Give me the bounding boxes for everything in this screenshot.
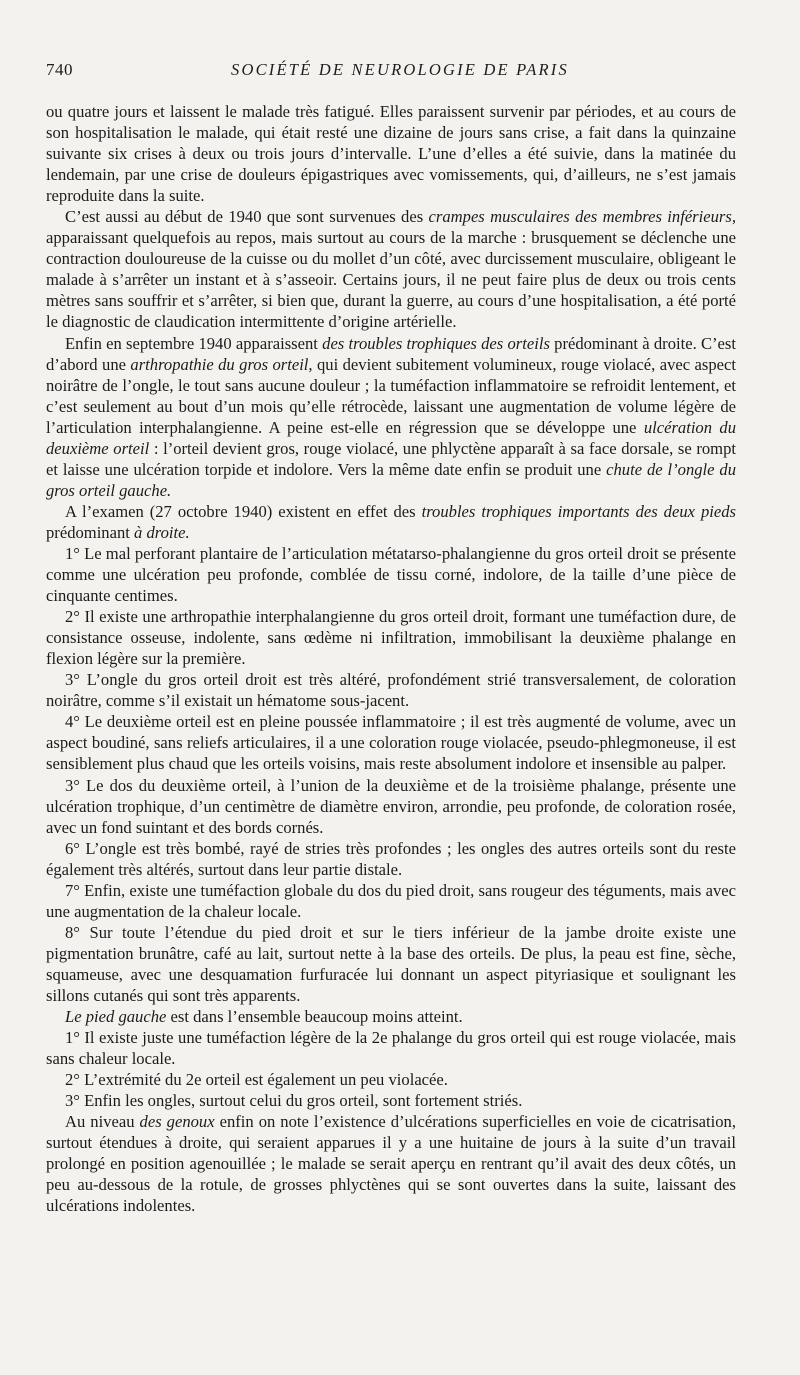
running-title: SOCIÉTÉ DE NEUROLOGIE DE PARIS xyxy=(231,60,569,79)
page-header xyxy=(46,60,754,84)
paragraph-troubles-trophiques: Enfin en septembre 1940 apparaissent des troubles trophiques des orteils prédominant à droite. C’est d’abord une arthropathie du gros orteil, qui devient subitement volumineux, rouge violacé, avec aspect noirâtre de l’ongle, le tout sans aucune douleur ; la tuméfaction inflammatoire se refroidit lentement, et c’est seulement au bout d’un mois qu’elle rétrocède, laissant une augmentation de volume légère de l’articulation interphalangienne. A peine est-elle en régression que se développe une ulcération du deuxième orteil : l’orteil devient gros, rouge violacé, une phlyctène apparaît à sa face dorsale, se rompt et laisse une ulcération torpide et indolore. Vers la même date enfin se produit une chute de l’ongle du gros orteil gauche. xyxy=(46,333,737,500)
emphasis: crampes musculaires des membres inférieurs, xyxy=(428,207,736,227)
paragraph-pied-gauche: Le pied gauche est dans l’ensemble beaucoup moins atteint. xyxy=(65,1007,463,1027)
emphasis: des troubles trophiques des orteils xyxy=(322,333,550,353)
emphasis: chute de l’ongle du gros orteil gauche. xyxy=(46,459,736,500)
emphasis: Le pied gauche xyxy=(65,1007,167,1027)
emphasis: arthropathie du gros orteil, xyxy=(130,354,313,374)
paragraph-crampes: C’est aussi au début de 1940 que sont survenues des crampes musculaires des membres inférieurs, apparaissant quelquefois au repos, mais surtout au cours de la marche : brusquement se déclenche une contraction douloureuse de la cuisse ou du mollet d’un côté, avec durcissement musculaire, obligeant le malade à s’arrêter un instant et à s’asseoir. Certains jours, il ne peut faire plus de deux ou trois cents mètres sans souffrir et s’arrêter, si bien que, durant la guerre, au cours d’une hospitalisation, a été porté le diagnostic de claudication intermittente d’origine artérielle. xyxy=(46,207,736,332)
paragraph-item-5: 3° Le dos du deuxième orteil, à l’union de la deuxième et de la troisième phalange, présente une ulcération trophique, d’un centimètre de diamètre environ, arrondie, peu profonde, de coloration rosée, avec un fond suintant et des bords cornés. xyxy=(46,775,736,837)
paragraph-item-4: 4° Le deuxième orteil est en pleine poussée inflammatoire ; il est très augmenté de volume, avec un aspect boudiné, sans reliefs articulaires, il a une coloration rouge violacée, pseudo-phlegmoneuse, il est sensiblement plus chaud que les orteils voisins, mais reste absolument indolore et insensible au palper. xyxy=(46,712,736,774)
paragraph-item-7: 7° Enfin, existe une tuméfaction globale du dos du pied droit, sans rougeur des téguments, mais avec une augmentation de la chaleur locale. xyxy=(46,880,736,921)
paragraph-genoux: Au niveau des genoux enfin on note l’existence d’ulcérations superficielles en voie de cicatrisation, surtout étendues à droite, qui seraient apparues il y a une huitaine de jours à la suite d’un travail prolongé en position agenouillée ; le malade se serait aperçu en rentrant qu’il avait des deux côtés, un peu au-dessous de la rotule, de grosses phlyctènes qui se sont ouvertes dans la suite, laissant des ulcérations indolentes. xyxy=(46,1112,736,1216)
paragraph-item-2: 2° Il existe une arthropathie interphalangienne du gros orteil droit, formant une tuméfaction dure, de consistance osseuse, indolente, sans œdème ni infiltration, immobilisant la deuxième phalange en flexion légère sur la première. xyxy=(46,607,736,669)
paragraph-item-3: 3° L’ongle du gros orteil droit est très altéré, profondément strié transversalement, de coloration noirâtre, comme s’il existait un hématome sous-jacent. xyxy=(46,670,736,711)
paragraph-item-6: 6° L’ongle est très bombé, rayé de stries très profondes ; les ongles des autres orteils sont du reste également très altérés, surtout dans leur partie distale. xyxy=(46,838,736,879)
paragraph-left-item-1: 1° Il existe juste une tuméfaction légère de la 2e phalange du gros orteil qui est rouge violacée, mais sans chaleur locale. xyxy=(46,1028,736,1069)
paragraph-item-1: 1° Le mal perforant plantaire de l’articulation métatarso-phalangienne du gros orteil droit se présente comme une ulcération peu profonde, comblée de tissu corné, indolore, de la taille d’une pièce de cinquante centimes. xyxy=(46,543,736,606)
paragraph-continuation: ou quatre jours et laissent le malade très fatigué. Elles paraissent survenir par périodes, et au cours de son hospitalisation le malade, qui était resté une dizaine de jours sans crise, a fait dans la quinzaine suivante six crises à deux ou trois jours d’intervalle. L’une d’elles a été suivie, dans la matinée du lendemain, par une crise de douleurs épigastriques avec vomissements, qui, d’ailleurs, ne s’est jamais reproduite dans la suite. xyxy=(46,102,736,206)
page-number: 740 xyxy=(46,60,73,79)
emphasis: des genoux xyxy=(139,1112,215,1132)
emphasis: à droite. xyxy=(134,522,190,542)
paragraph-item-8: 8° Sur toute l’étendue du pied droit et sur le tiers inférieur de la jambe droite existe une pigmentation brunâtre, café au lait, surtout nette à la base des orteils. De plus, la peau est fine, sèche, squameuse, avec une desquamation furfuracée lui donnant un aspect pityriasique et soulignant les sillons cutanés qui sont très apparents. xyxy=(46,922,736,1005)
paragraph-left-item-3: 3° Enfin les ongles, surtout celui du gros orteil, sont fortement striés. xyxy=(65,1091,523,1111)
page-body xyxy=(46,101,736,1216)
emphasis: ulcération du deuxième orteil xyxy=(46,417,737,458)
emphasis: troubles trophiques importants des deux pieds xyxy=(421,501,736,521)
paragraph-left-item-2: 2° L’extrémité du 2e orteil est également un peu violacée. xyxy=(65,1070,448,1090)
paragraph-examen: A l’examen (27 octobre 1940) existent en effet des troubles trophiques importants des deux pieds prédominant à droite. xyxy=(46,501,736,542)
